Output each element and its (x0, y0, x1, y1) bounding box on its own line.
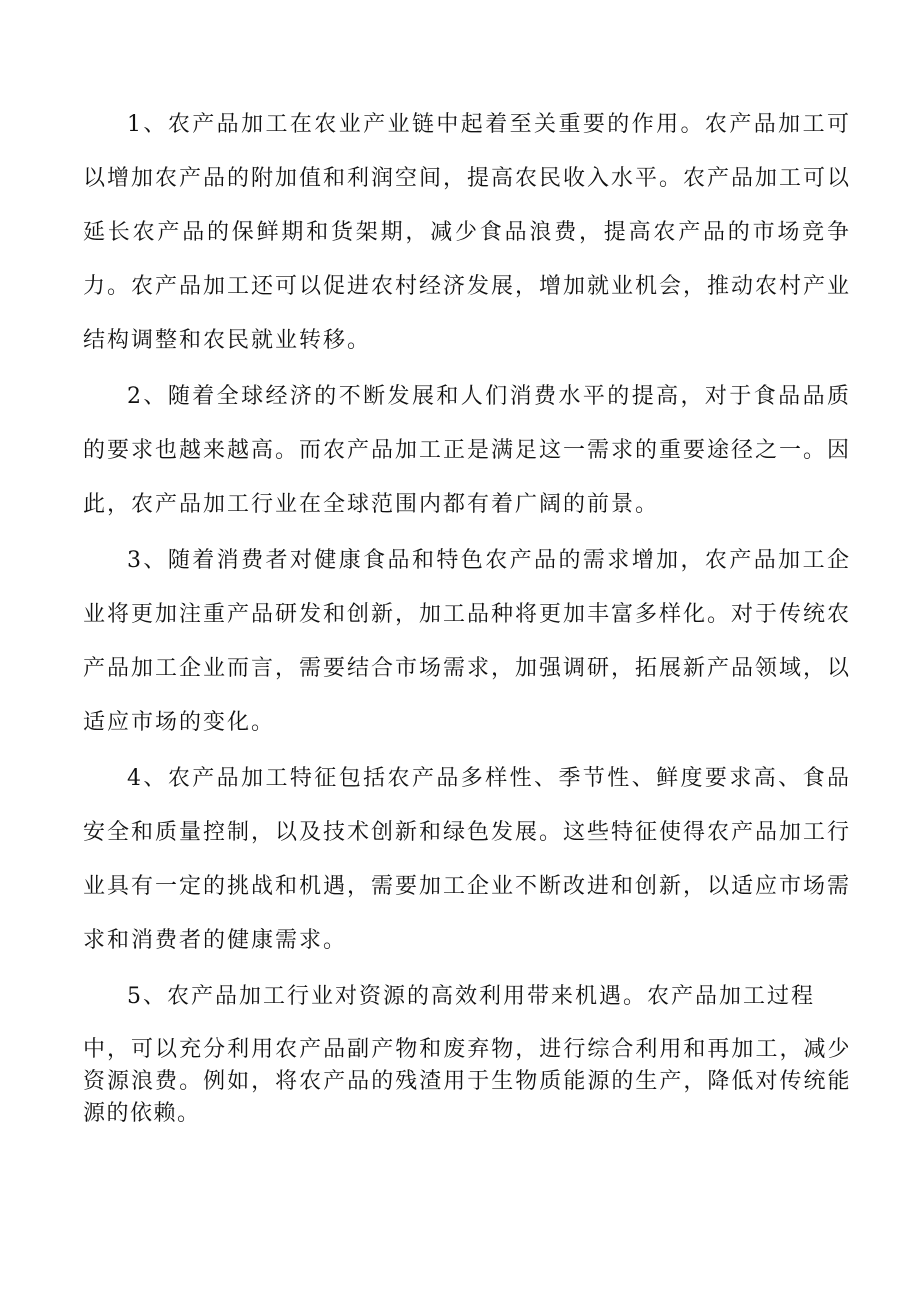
paragraph-1: 1、农产品加工在农业产业链中起着至关重要的作用。农产品加工可以增加农产品的附加值和利润空间，提高农民收入水平。农产品加工可以延长农产品的保鲜期和货架期，减少食品浪费，提高农产品的市场竞争力。农产品加工还可以促进农村经济发展，增加就业机会，推动农村产业结构调整和农民就业转移。 (83, 112, 852, 353)
paragraph-5: 5、农产品加工行业对资源的高效利用带来机遇。农产品加工过程 (127, 984, 815, 1009)
document-body (83, 98, 851, 1130)
paragraph-4: 4、农产品加工特征包括农产品多样性、季节性、鲜度要求高、食品安全和质量控制，以及技术创新和绿色发展。这些特征使得农产品加工行业具有一定的挑战和机遇，需要加工企业不断改进和创新，以适应市场需求和消费者的健康需求。 (83, 766, 852, 953)
paragraph-3: 3、随着消费者对健康食品和特色农产品的需求增加，农产品加工企业将更加注重产品研发和创新，加工品种将更加丰富多样化。对于传统农产品加工企业而言，需要结合市场需求，加强调研，拓展新产品领域，以适应市场的变化。 (83, 548, 852, 735)
paragraph-2: 2、随着全球经济的不断发展和人们消费水平的提高，对于食品品质的要求也越来越高。而农产品加工正是满足这一需求的重要途径之一。因此，农产品加工行业在全球范围内都有着广阔的前景。 (83, 384, 852, 517)
paragraph-5-continuation: 中，可以充分利用农产品副产物和废弃物，进行综合利用和再加工，减少资源浪费。例如，将农产品的残渣用于生物质能源的生产，降低对传统能源的依赖。 (83, 1037, 851, 1126)
